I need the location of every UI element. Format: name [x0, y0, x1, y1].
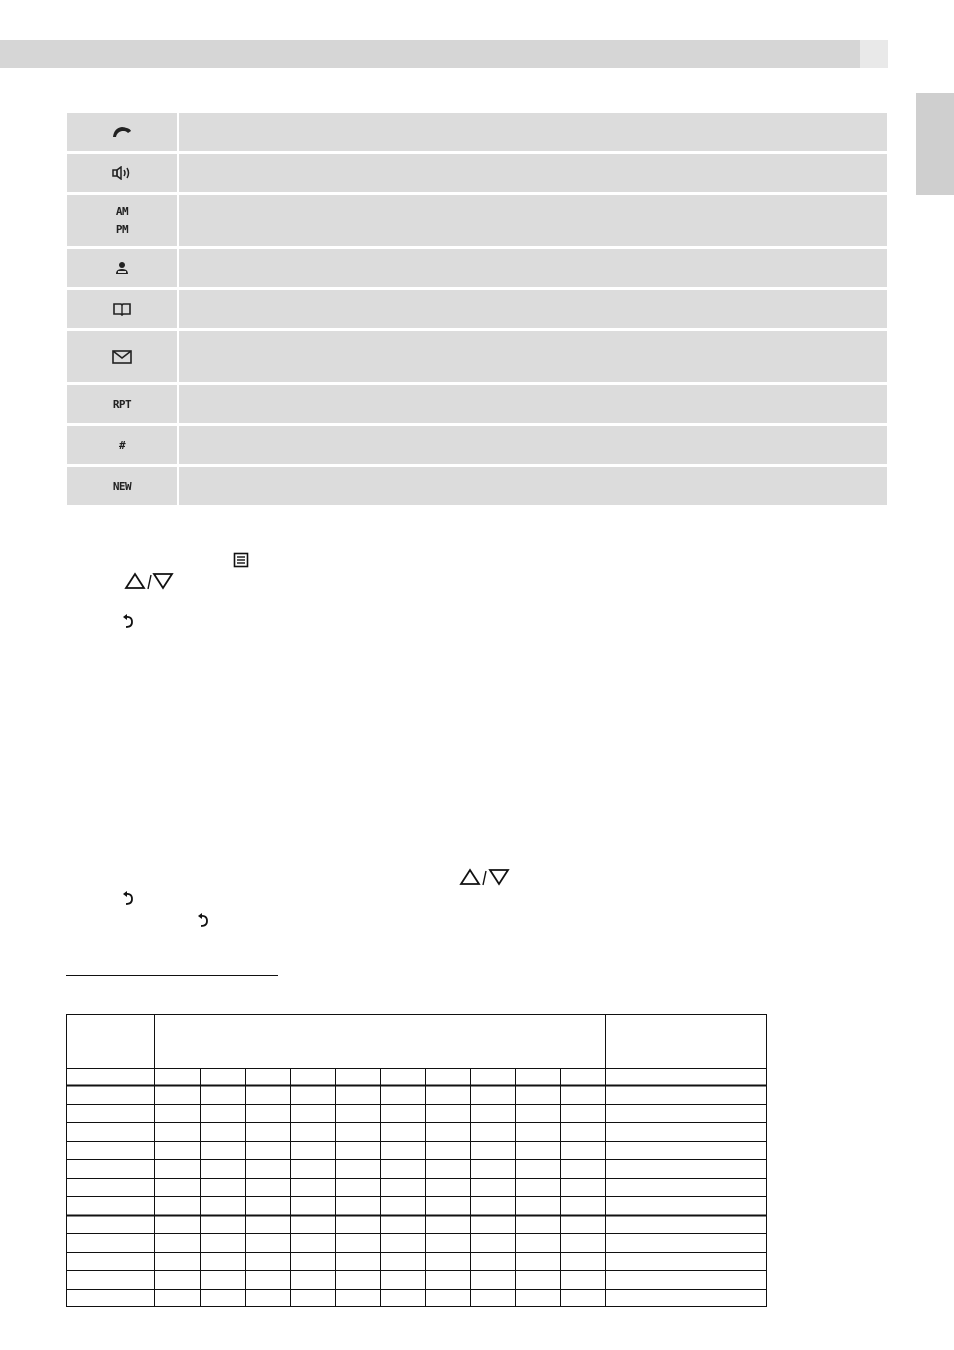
icon-description [179, 331, 887, 382]
up-down-arrows [459, 868, 511, 886]
icon-row-hash [67, 426, 887, 464]
grid-lines [66, 1014, 768, 1309]
icon-description [179, 467, 887, 505]
icon-row-repeat [67, 385, 887, 423]
icon-description [179, 385, 887, 423]
up-down-arrows [124, 572, 174, 590]
up-arrow-icon [461, 870, 479, 884]
speaker-icon [112, 166, 132, 180]
phonebook-icon [113, 302, 131, 316]
icon-row-handset [67, 113, 887, 151]
back-icon [121, 613, 135, 629]
icon-description [179, 195, 887, 246]
icon-row-speaker [67, 154, 887, 192]
icon-description [179, 290, 887, 328]
header-bar-end [860, 40, 888, 68]
icon-description [179, 154, 887, 192]
up-arrow-icon [126, 574, 144, 588]
display-icons-table [67, 113, 887, 508]
menu-icon [233, 552, 249, 568]
icon-row-group [67, 249, 887, 287]
group-icon [115, 261, 129, 275]
icon-row-new [67, 467, 887, 505]
am-pm-indicator: AM PM [115, 204, 129, 236]
new-indicator: NEW [112, 479, 132, 493]
character-grid-table [66, 1014, 768, 1309]
icon-row-phonebook [67, 290, 887, 328]
language-side-tab [916, 93, 954, 195]
icon-description [179, 249, 887, 287]
down-arrow-icon [154, 574, 172, 588]
icon-row-am-pm [67, 195, 887, 246]
down-arrow-icon [490, 870, 508, 884]
back-icon [196, 912, 210, 928]
handset-icon [111, 125, 133, 139]
icon-row-envelope [67, 331, 887, 382]
icon-description [179, 426, 887, 464]
section-heading-underline [66, 975, 278, 976]
repeat-indicator: RPT [112, 397, 132, 411]
icon-description [179, 113, 887, 151]
header-bar [0, 40, 860, 68]
hash-indicator: # [118, 438, 126, 452]
envelope-icon [112, 350, 132, 364]
back-icon [121, 890, 135, 906]
